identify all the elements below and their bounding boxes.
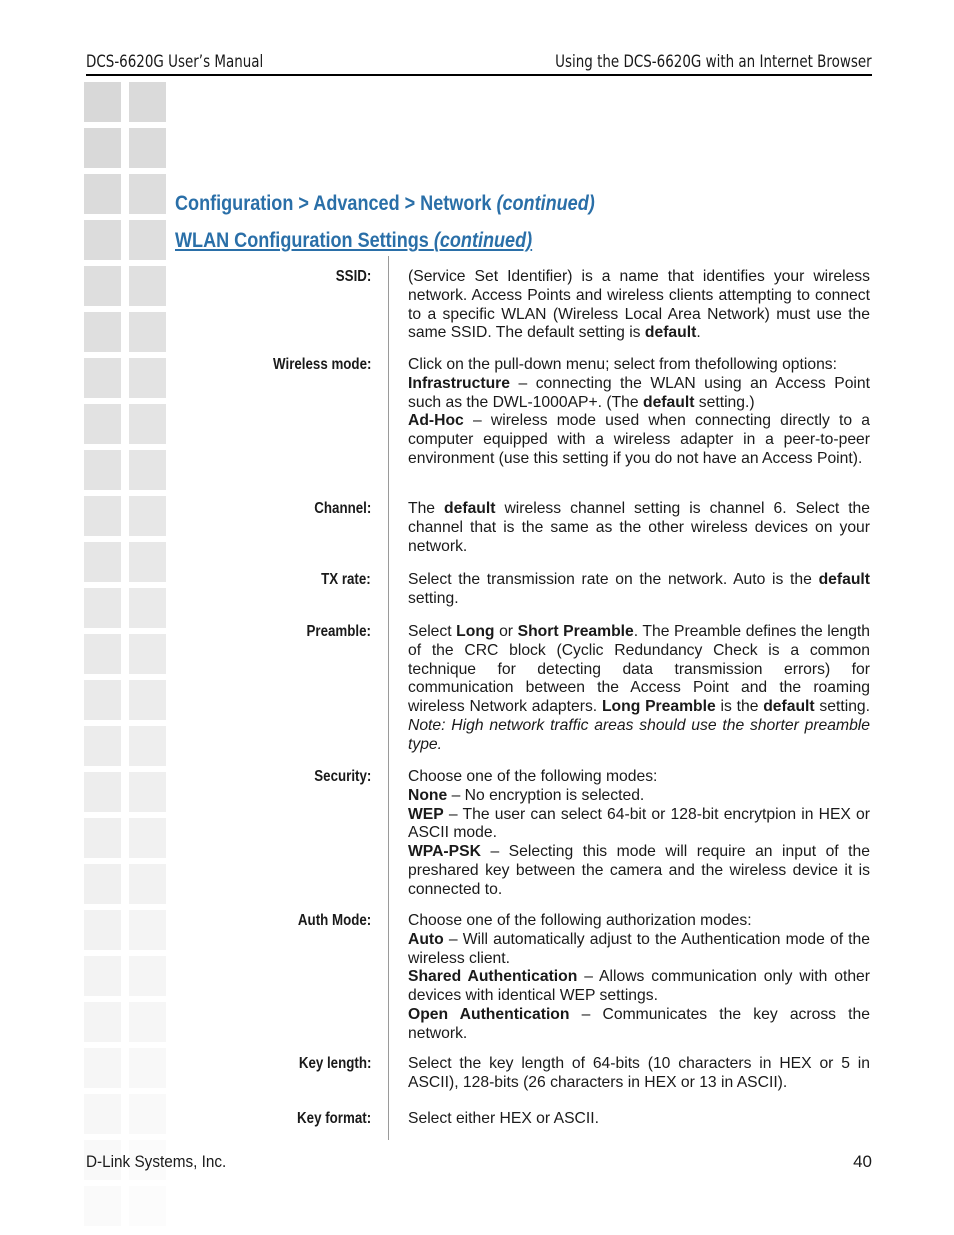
decorative-square — [84, 266, 121, 306]
decorative-square-row — [84, 818, 170, 858]
desc-key-length: Select the key length of 64-bits (10 characters in HEX or 5 in ASCII), 128-bits (26 characters in HEX or 13 in ASCII). — [408, 1055, 870, 1091]
page-number: 40 — [853, 1152, 872, 1171]
term-key-length: Key length: — [298, 1055, 371, 1072]
decorative-square-row — [84, 312, 170, 352]
desc-key-format: Select either HEX or ASCII. — [408, 1110, 599, 1127]
desc-security: Choose one of the following modes: None – No encryption is selected. WEP – The user can select 64-bit or 128-bit encrytpion in HEX or ASCII mode. WPA-PSK – Selecting this mode will require an input of the preshared key between the camera and the wireless device it is connected to. — [408, 768, 870, 898]
decorative-square-row — [84, 634, 170, 674]
decorative-square-row — [84, 1186, 170, 1226]
decorative-square — [84, 82, 121, 122]
term-preamble: Preamble: — [306, 623, 371, 640]
desc-tx-rate: Select the transmission rate on the network. Auto is the default setting. — [408, 571, 870, 607]
decorative-square-row — [84, 496, 170, 536]
desc-channel: The default wireless channel setting is channel 6. Select the channel that is the same as the other wireless devices on your network. — [408, 500, 870, 555]
decorative-square — [84, 450, 121, 490]
decorative-square — [84, 1002, 121, 1042]
decorative-square-row — [84, 128, 170, 168]
term-key-format: Key format: — [296, 1110, 371, 1127]
decorative-square — [129, 266, 166, 306]
decorative-square — [129, 956, 166, 996]
decorative-square — [84, 220, 121, 260]
decorative-square — [129, 542, 166, 582]
decorative-square-row — [84, 726, 170, 766]
decorative-square — [129, 1186, 166, 1226]
decorative-square-row — [84, 174, 170, 214]
decorative-square-row — [84, 864, 170, 904]
subsection-heading-main: WLAN Configuration Settings — [175, 229, 434, 252]
term-auth-mode: Auth Mode: — [297, 912, 371, 929]
decorative-square — [84, 174, 121, 214]
decorative-square — [84, 864, 121, 904]
term-security: Security: — [313, 768, 371, 785]
decorative-square — [129, 588, 166, 628]
decorative-square — [84, 818, 121, 858]
decorative-square-row — [84, 1002, 170, 1042]
decorative-square — [84, 312, 121, 352]
decorative-square — [129, 174, 166, 214]
decorative-square — [129, 818, 166, 858]
decorative-square-row — [84, 910, 170, 950]
decorative-square — [84, 1048, 121, 1088]
footer-company: D-Link Systems, Inc. — [86, 1152, 227, 1171]
decorative-square-row — [84, 1094, 170, 1134]
decorative-square — [84, 1186, 121, 1226]
decorative-square-row — [84, 542, 170, 582]
decorative-square — [129, 1094, 166, 1134]
desc-preamble: Select Long or Short Preamble. The Preamble defines the length of the CRC block (Cyclic Redundancy Check is a common technique for detecting data transmission errors) for communication between the Access Point and the roaming wireless Network adapters. Long Preamble is the default setting. Note: High network traffic areas should use the shorter preamble type. — [408, 623, 871, 753]
page-header — [86, 50, 872, 76]
decorative-square — [129, 128, 166, 168]
decorative-square — [84, 358, 121, 398]
decorative-square — [129, 312, 166, 352]
decorative-square — [129, 450, 166, 490]
decorative-square — [84, 496, 121, 536]
section-heading-suffix: (continued) — [496, 192, 595, 215]
decorative-square-row — [84, 1048, 170, 1088]
decorative-square — [129, 910, 166, 950]
decorative-square-row — [84, 772, 170, 812]
decorative-square-row — [84, 266, 170, 306]
decorative-square — [84, 726, 121, 766]
term-channel: Channel: — [313, 500, 371, 517]
decorative-square — [129, 864, 166, 904]
decorative-square-row — [84, 956, 170, 996]
decorative-square — [84, 772, 121, 812]
decorative-square — [84, 542, 121, 582]
chapter-title: Using the DCS-6620G with an Internet Browser — [555, 52, 872, 72]
term-ssid: SSID: — [335, 268, 371, 285]
decorative-square-row — [84, 404, 170, 444]
subsection-heading-suffix: (continued) — [433, 229, 533, 252]
decorative-squares — [84, 82, 170, 1232]
decorative-square-row — [84, 588, 170, 628]
desc-ssid: (Service Set Identifier) is a name that identifies your wireless network. Access Points and wireless clients attempting to connect to a specific WLAN (Wireless Local Area Network) must use the same SSID. The default setting is default. — [408, 268, 870, 342]
desc-auth-mode: Choose one of the following authorization modes: Auto – Will automatically adjust to the Authentication mode of the wireless client. Shared Authentication – Allows communication only with other devices with identical WEP settings. Open Authentication – Communicates the key across the network. — [408, 912, 871, 1042]
decorative-square-row — [84, 680, 170, 720]
decorative-square — [129, 496, 166, 536]
decorative-square-row — [84, 220, 170, 260]
decorative-square — [129, 404, 166, 444]
decorative-square — [129, 1002, 166, 1042]
decorative-square — [84, 956, 121, 996]
decorative-square — [129, 358, 166, 398]
decorative-square — [129, 772, 166, 812]
decorative-square-row — [84, 82, 170, 122]
decorative-square-row — [84, 358, 170, 398]
decorative-square — [129, 220, 166, 260]
decorative-square — [84, 910, 121, 950]
term-tx-rate: TX rate: — [321, 571, 371, 588]
decorative-square — [84, 680, 121, 720]
manual-title: DCS-6620G User’s Manual — [86, 52, 264, 72]
decorative-square — [129, 82, 166, 122]
decorative-square — [84, 634, 121, 674]
decorative-square — [129, 680, 166, 720]
decorative-square-row — [84, 450, 170, 490]
decorative-square — [129, 634, 166, 674]
decorative-square — [129, 726, 166, 766]
desc-wireless-mode: Click on the pull-down menu; select from thefollowing options: Infrastructure – connecting the WLAN using an Access Point such as the DWL-1000AP+. (The default setting.) Ad-Hoc – wireless mode used when connecting directly to a computer equipped with a wireless adapter in a peer-to-peer environment (use this setting if you do not have an Access Point). — [408, 356, 870, 467]
decorative-square — [84, 1094, 121, 1134]
decorative-square — [84, 128, 121, 168]
decorative-square — [84, 588, 121, 628]
term-wireless-mode: Wireless mode: — [272, 356, 371, 373]
decorative-square — [129, 1048, 166, 1088]
subsection-heading — [175, 229, 532, 253]
column-divider — [388, 256, 389, 1140]
section-heading — [175, 192, 595, 216]
decorative-square — [84, 404, 121, 444]
section-heading-main: Configuration > Advanced > Network — [175, 192, 497, 215]
